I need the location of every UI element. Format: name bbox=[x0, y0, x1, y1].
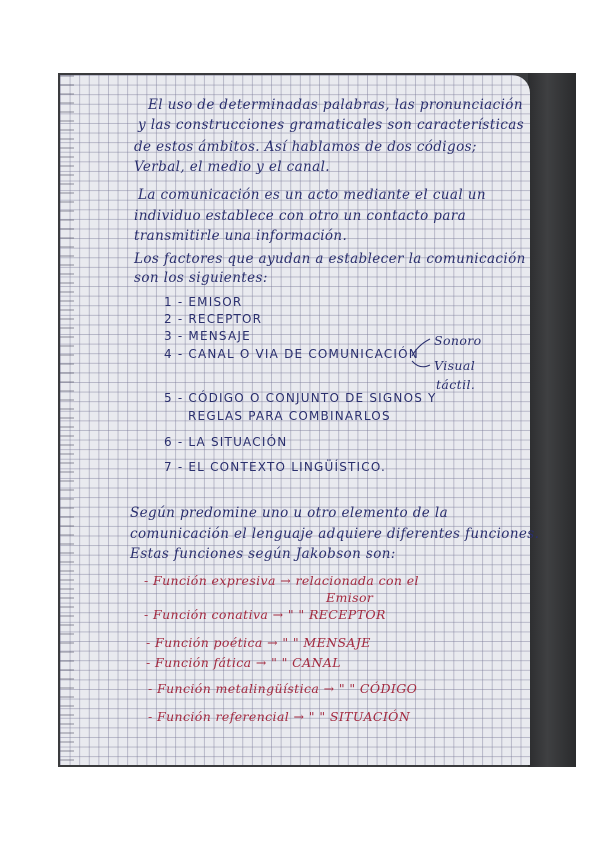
channel-type: Visual bbox=[434, 358, 476, 373]
function-item: - Función conativa → " " RECEPTOR bbox=[144, 607, 386, 622]
function-item: - Función poética → " " MENSAJE bbox=[146, 635, 371, 650]
function-item: Emisor bbox=[326, 590, 374, 605]
text-line: de estos ámbitos. Así hablamos de dos códigos; bbox=[134, 139, 477, 155]
channel-type: Sonoro bbox=[434, 333, 482, 348]
text-line: Según predomine uno u otro elemento de la bbox=[130, 505, 449, 521]
factor-item: 6 - LA SITUACIÓN bbox=[164, 435, 288, 449]
factor-item: REGLAS PARA COMBINARLOS bbox=[188, 409, 391, 423]
dark-background bbox=[528, 73, 576, 767]
text-line: transmitirle una información. bbox=[134, 228, 348, 244]
text-line: y las construcciones gramaticales son características bbox=[138, 117, 525, 133]
function-item: - Función fática → " " CANAL bbox=[146, 655, 341, 670]
notebook-photo bbox=[58, 73, 576, 767]
channel-type: táctil. bbox=[436, 377, 476, 392]
text-line: son los siguientes: bbox=[134, 270, 268, 286]
function-item: - Función expresiva → relacionada con el bbox=[144, 573, 419, 588]
factor-item: 7 - EL CONTEXTO LINGÜÍSTICO. bbox=[164, 460, 387, 474]
notebook-page bbox=[60, 75, 540, 765]
text-line: Verbal, el medio y el canal. bbox=[134, 159, 330, 175]
text-line: comunicación el lenguaje adquiere diferentes funciones. bbox=[130, 526, 540, 542]
text-line: La comunicación es un acto mediante el cual un bbox=[138, 187, 486, 203]
factor-item: 4 - CANAL O VIA DE COMUNICACIÓN bbox=[164, 347, 419, 361]
factor-item: 3 - MENSAJE bbox=[164, 329, 251, 343]
text-line: individuo establece con otro un contacto para bbox=[134, 208, 467, 224]
function-item: - Función metalingüística → " " CÓDIGO bbox=[148, 681, 418, 696]
text-line: Los factores que ayudan a establecer la comunicación bbox=[134, 251, 526, 267]
factor-item: 2 - RECEPTOR bbox=[164, 312, 263, 326]
text-line: El uso de determinadas palabras, las pronunciación bbox=[148, 97, 523, 113]
factor-item: 5 - CÓDIGO O CONJUNTO DE SIGNOS Y bbox=[164, 391, 437, 405]
text-line: Estas funciones según Jakobson son: bbox=[130, 546, 396, 562]
factor-item: 1 - EMISOR bbox=[164, 295, 243, 309]
function-item: - Función referencial → " " SITUACIÓN bbox=[148, 709, 411, 724]
